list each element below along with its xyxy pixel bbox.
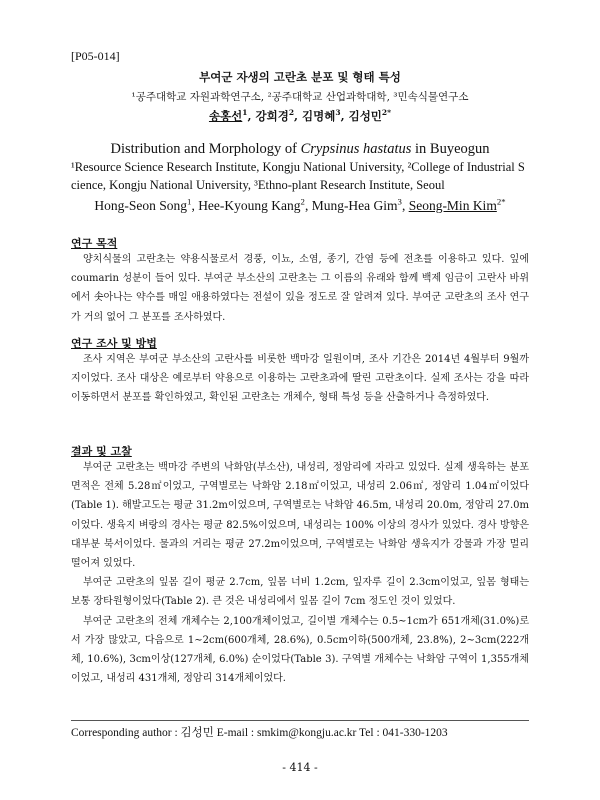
- footer-divider: [71, 720, 529, 721]
- paragraph: 부여군 고란초의 전체 개체수는 2,100개체이었고, 길이별 개체수는 0.5∼1cm가 651개체(31.0%)로서 가장 많았고, 다음으로 1∼2cm(600개체, 28.6%), 0.5cm이하(500개체, 23.8%), 2∼3cm(222개체, 10.6%), 3cm이상(127개체, 6.0%) 순이었다(Table 3). 구역별 개체수는 낙화암 구역이 1,355개체이었고, 내성리 431개체, 정암리 314개체이었다.: [71, 615, 529, 685]
- korean-authors: [60, 108, 540, 124]
- page-number: - 414 -: [282, 761, 318, 774]
- affil-mark: 3: [335, 108, 341, 118]
- paragraph: 양치식물의 고란초는 약용식물로서 경풍, 이뇨, 소염, 종기, 간염 등에 전초를 이용하고 있다. 잎에 coumarin 성분이 들어 있다. 부여군 부소산의 고란초는 그 이름의 유래와 함께 백제 임금이 고란사 바위에서 솟아나는 약수를 매일 애용하였다는 전설이 있을 정도로 잘 알려져 있다. 부여군 고란초의 조사 연구가 거의 없어 그 분포를 조사하였다.: [71, 254, 529, 323]
- author-3: , 김명혜: [294, 109, 336, 123]
- affil-mark: 2: [288, 108, 295, 118]
- title-text: in Buyeogun: [411, 141, 490, 157]
- korean-affiliation: ¹공주대학교 자원과학연구소, ²공주대학교 산업과학대학, ³민속식물연구소: [131, 91, 469, 103]
- paragraph: 조사 지역은 부여군 부소산의 고란사를 비롯한 백마강 일원이며, 조사 기간은 2014년 4월부터 9월까지이었다. 조사 대상은 예로부터 약용으로 이용하는 고란초과에 딸린 고란초이다. 실제 조사는 강을 따라 이동하면서 분포를 확인하였고, 확인된 고란초는 개체수, 형태 특성 등을 산출하거나 측정하였다.: [71, 354, 529, 404]
- korean-title: 부여군 자생의 고란초 분포 및 형태 특성: [199, 70, 401, 84]
- section-text-purpose: [71, 250, 529, 327]
- section-heading-purpose: 연구 목적: [71, 237, 118, 250]
- section-heading-results: 결과 및 고찰: [71, 445, 132, 458]
- author-1: Hong-Seon Song: [94, 198, 188, 213]
- species-name: Crypsinus hastatus: [300, 141, 412, 157]
- english-authors: [60, 198, 540, 214]
- affil-mark: 1: [242, 108, 248, 118]
- abstract-code: [P05-014]: [71, 49, 120, 63]
- paragraph: 부여군 고란초는 백마강 주변의 낙화암(부소산), 내성리, 정암리에 자라고 있었다. 실제 생육하는 분포 면적은 전체 5.28㎡이었고, 구역별로는 낙화암 2.18㎡이었고, 내성리 2.06㎡, 정암리 1.04㎡이었다(Table 1). 해발고도는 평균 31.2m이었으며, 구역별로는 낙화암 46.5m, 내성리 20.0m, 정암리 27.0m이었다. 생육지 벼랑의 경사는 평균 82.5%이었으며, 내성리는 100% 이상의 경사가 있었다. 경사 방향은 대부분 북서이었다. 물과의 거리는 평균 27.2m이었으며, 구역별로는 낙화암 생육지가 강물과 가장 멀리 떨어져 있었다.: [71, 462, 529, 570]
- affil-mark: 3: [397, 196, 402, 207]
- author-sep: ,: [401, 198, 409, 213]
- section-text-methods: [71, 350, 529, 408]
- section-heading-methods: 연구 조사 및 방법: [71, 337, 157, 350]
- author-3: , Mung-Hea Gim: [304, 198, 398, 213]
- affil-mark: 2: [300, 196, 305, 207]
- section-text-results: [71, 458, 529, 688]
- corresponding-author: Corresponding author : 김성민 E-mail : smkim@kongju.ac.kr Tel : 041-330-1203: [71, 727, 448, 739]
- author-1: 송홍선: [208, 109, 243, 123]
- title-text: Distribution and Morphology of: [110, 141, 301, 157]
- english-affiliation: ¹Resource Science Research Institute, Kongju National University, ²College of Industrial Science, Kongju National University, ³Ethno-plant Research Institute, Seoul: [71, 160, 525, 192]
- english-title: [60, 141, 540, 158]
- affil-mark: 2*: [496, 196, 506, 207]
- author-4: , 김성민: [340, 109, 382, 123]
- author-4: Seong-Min Kim: [408, 198, 497, 213]
- paragraph: 부여군 고란초의 잎몸 길이 평균 2.7cm, 잎몸 너비 1.2cm, 잎자루 길이 2.3cm이었고, 잎몸 형태는 보통 장타원형이었다(Table 2). 큰 것은 내성리에서 잎몸 길이 7cm 정도인 것이 있었다.: [71, 577, 529, 608]
- author-2: , 강희경: [247, 109, 289, 123]
- author-2: , Hee-Kyoung Kang: [191, 198, 301, 213]
- affil-mark: 2*: [381, 108, 392, 118]
- affil-mark: 1: [187, 196, 192, 207]
